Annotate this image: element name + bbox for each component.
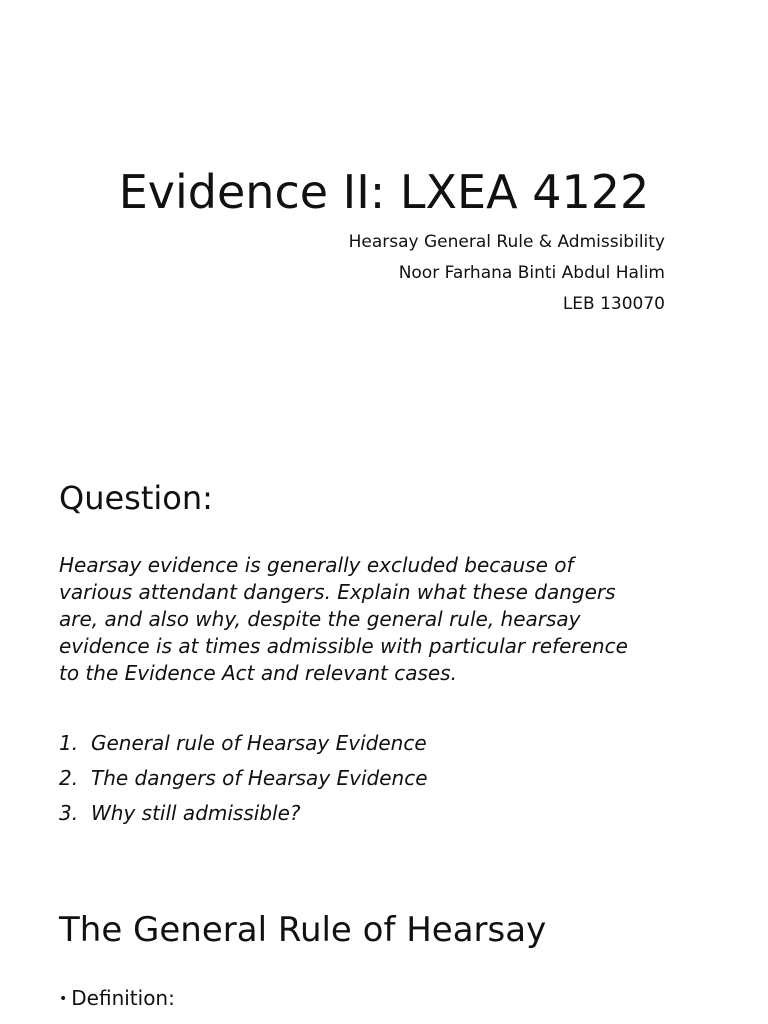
list-number: 2. bbox=[59, 766, 79, 790]
list-text: General rule of Hearsay Evidence bbox=[91, 731, 427, 755]
question-body bbox=[59, 552, 709, 687]
question-outline-list bbox=[59, 729, 428, 834]
list-text: The dangers of Hearsay Evidence bbox=[91, 766, 428, 790]
bullet-text: Definition: bbox=[71, 986, 175, 1010]
general-rule-heading: The General Rule of Hearsay bbox=[59, 910, 547, 950]
bullet-dot: • bbox=[59, 991, 68, 1007]
list-number: 3. bbox=[59, 801, 79, 825]
author-name: Noor Farhana Binti Abdul Halim bbox=[398, 263, 665, 283]
question-heading: Question: bbox=[59, 479, 213, 517]
definition-bullet bbox=[59, 985, 175, 1012]
list-item bbox=[59, 729, 428, 764]
question-line: to the Evidence Act and relevant cases. bbox=[59, 661, 457, 685]
list-item bbox=[59, 764, 428, 799]
question-line: various attendant dangers. Explain what these dangers bbox=[59, 580, 616, 604]
question-line: are, and also why, despite the general rule, hearsay bbox=[59, 607, 581, 631]
list-number: 1. bbox=[59, 731, 79, 755]
student-id: LEB 130070 bbox=[562, 294, 665, 314]
question-line: evidence is at times admissible with particular reference bbox=[59, 634, 628, 658]
slide-title: Evidence II: LXEA 4122 bbox=[118, 165, 650, 219]
question-line: Hearsay evidence is generally excluded because of bbox=[59, 553, 574, 577]
list-text: Why still admissible? bbox=[91, 801, 301, 825]
slide-subtitle: Hearsay General Rule & Admissibility bbox=[348, 232, 665, 252]
list-item bbox=[59, 799, 428, 834]
